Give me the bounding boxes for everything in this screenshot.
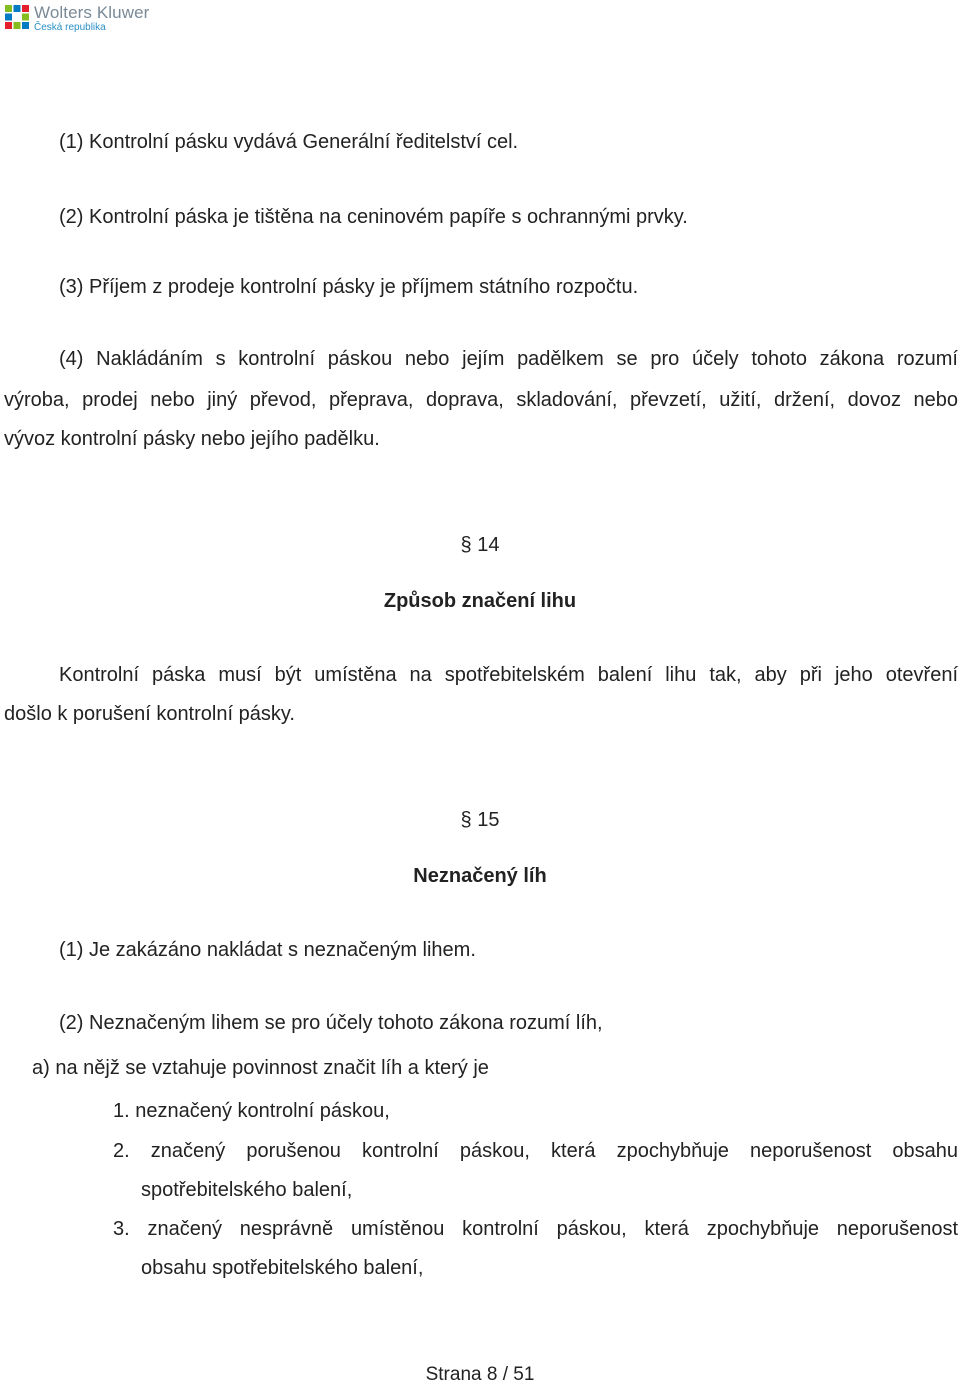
section-14-title: Způsob značení lihu <box>383 590 577 612</box>
logo-subtitle: Česká republika <box>34 22 106 33</box>
page-number: Strana 8 / 51 <box>425 1364 535 1385</box>
section-15-point-a: a) na nějž se vztahuje povinnost značit líh a který je <box>32 1057 489 1079</box>
paragraph-4-line-2: výroba, prodej nebo jiný převod, přeprava, doprava, skladování, převzetí, užití, držení, dovoz nebo <box>4 389 958 411</box>
publisher-logo <box>4 4 149 34</box>
section-14-text-line-2: došlo k porušení kontrolní pásky. <box>4 703 295 725</box>
section-15-paragraph-2: (2) Neznačeným lihem se pro účely tohoto zákona rozumí líh, <box>59 1012 603 1034</box>
section-15-number: § 15 <box>460 809 500 831</box>
paragraph-1: (1) Kontrolní pásku vydává Generální ředitelství cel. <box>59 131 519 153</box>
paragraph-3: (3) Příjem z prodeje kontrolní pásky je příjmem státního rozpočtu. <box>59 276 639 298</box>
list-item-3-line-2: obsahu spotřebitelského balení, <box>141 1257 424 1279</box>
wolters-kluwer-logo-icon <box>4 4 30 30</box>
list-item-2-line-1: 2. značený porušenou kontrolní páskou, která zpochybňuje neporušenost obsahu <box>113 1140 958 1162</box>
list-item-2-line-2: spotřebitelského balení, <box>141 1179 353 1201</box>
paragraph-2: (2) Kontrolní páska je tištěna na ceninovém papíře s ochrannými prvky. <box>59 206 688 228</box>
paragraph-4-line-3: vývoz kontrolní pásky nebo jejího padělku. <box>4 428 380 450</box>
paragraph-4-line-1: (4) Nakládáním s kontrolní páskou nebo jejím padělkem se pro účely tohoto zákona rozumí <box>59 348 958 370</box>
section-15-paragraph-1: (1) Je zakázáno nakládat s neznačeným lihem. <box>59 939 476 961</box>
list-item-1: 1. neznačený kontrolní páskou, <box>113 1100 390 1122</box>
section-14-text-line-1: Kontrolní páska musí být umístěna na spotřebitelském balení lihu tak, aby při jeho otevření <box>59 664 958 686</box>
list-item-3-line-1: 3. značený nesprávně umístěnou kontrolní páskou, která zpochybňuje neporušenost <box>113 1218 958 1240</box>
section-15-title: Neznačený líh <box>413 865 547 887</box>
section-14-number: § 14 <box>460 534 500 556</box>
logo-name: Wolters Kluwer <box>34 3 150 22</box>
